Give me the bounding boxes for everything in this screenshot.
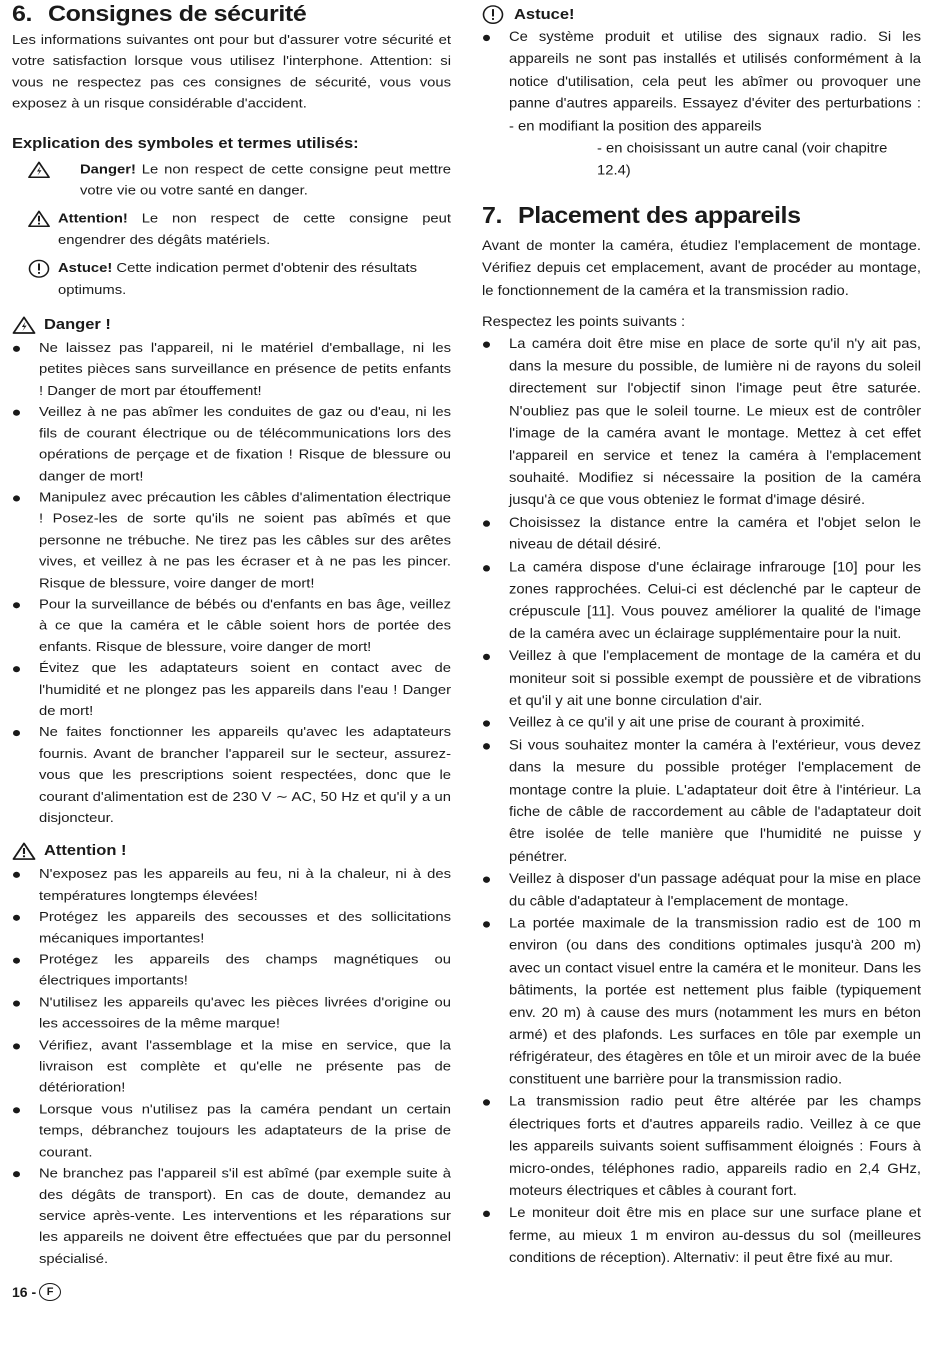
- points-heading: Respectez les points suivants :: [482, 315, 686, 330]
- tip-option: - en choisissant un autre canal (voir chapitre 12.4): [597, 141, 888, 179]
- symbol-term: Attention!: [58, 212, 128, 227]
- list-item: Lorsque vous n'utilisez pas la caméra pendant un certain temps, débranchez toujours les adaptateurs de la prise de courant.: [12, 1099, 451, 1163]
- attention-list: [12, 864, 451, 1270]
- symbol-term: Danger!: [80, 162, 136, 177]
- list-item: La caméra dispose d'une éclairage infrarouge [10] pour les zones rapprochées. Celui-ci est déclenché par le capteur de crépuscule [11]. Vous pouvez améliorer la qualité de l'image de la caméra avec un éclairage supplémentaire pour la nuit.: [482, 557, 921, 646]
- list-item: Protégez les appareils des secousses et des sollicitations mécaniques importantes!: [12, 907, 451, 950]
- symbol-row-danger: [12, 159, 451, 202]
- list-item: Ce système produit et utilise des signaux radio. Si les appareils ne sont pas installés et utilisés conformément à la notice d'utilisation, cela peut les abîmer ou provoquer une panne d'autres appareils. Essayez d'éviter des perturbations : - en modifiant la position des appareils: [482, 26, 921, 137]
- symbol-row-attention: [12, 209, 451, 252]
- tip-icon: [28, 258, 58, 279]
- section-7-heading: [482, 201, 921, 230]
- section-6-heading: [12, 0, 451, 28]
- danger-list: [12, 338, 451, 829]
- list-item: Veillez à ne pas abîmer les conduites de gaz ou d'eau, ni les fils de courant électrique ou de télécommunications lors des opérations de perçage et de fixation ! Risque de blessure ou danger de mort!: [12, 402, 451, 487]
- tip-icon: [482, 5, 510, 25]
- page-footer: [12, 1283, 61, 1301]
- list-item: La transmission radio peut être altérée par les champs électriques forts et d'autres appareils radio. Veillez à ce que les appareils suivants soient suffisamment éloignés : Fours à micro-ondes, téléphones radio, appareils radio en 2,4 GHz, moteurs électriques et câbles à courant fort.: [482, 1091, 921, 1202]
- symbol-text-attention: [58, 209, 451, 252]
- language-badge: F: [39, 1283, 61, 1301]
- symbol-row-tip: [12, 258, 451, 301]
- danger-heading: [12, 313, 451, 336]
- page-number: 16 -: [12, 1284, 37, 1300]
- list-item: Pour la surveillance de bébés ou d'enfants en bas âge, veillez à ce que la caméra et le câble soient hors de portée des enfants. Risque de blessure, voire danger de mort!: [12, 594, 451, 658]
- tip-list: [482, 26, 921, 137]
- list-item: Ne branchez pas l'appareil s'il est abîmé (par exemple suite à des dégâts de transport). En cas de doute, demandez au service après-vente. Les interventions et les réparations sur les appareils ne doivent être effectuées que par du personnel spécialisé.: [12, 1163, 451, 1270]
- list-item: Veillez à que l'emplacement de montage de la caméra et du moniteur soit si possible exempt de poussière et de vibrations et qu'il y ait une bonne circulation d'air.: [482, 646, 921, 713]
- symbol-description: Cette indication permet d'obtenir des résultats optimums.: [58, 261, 417, 298]
- attention-heading: [12, 840, 451, 863]
- list-item: Protégez les appareils des champs magnétiques ou électriques importants!: [12, 950, 451, 993]
- list-item: La caméra doit être mise en place de sorte qu'il n'y ait pas, dans la mesure du possible, de lumière ni de rayons du soleil directement sur l'objectif sinon l'image peut être saturée. N'oubliez pas que le soleil tourne. Le mieux est de contrôler l'image de la caméra avant le montage. Mettez à cet effet l'appareil en service et tenez la caméra à l'emplacement souhaité. Modifiez si nécessaire la position de la caméra jusqu'à ce que vous obteniez le format d'image désiré.: [482, 334, 921, 512]
- list-item: Évitez que les adaptateurs soient en contact avec de l'humidité et ne plongez pas les appareils dans l'eau ! Danger de mort!: [12, 658, 451, 722]
- list-item: N'exposez pas les appareils au feu, ni à la chaleur, ni à des températures longtemps élevées!: [12, 864, 451, 907]
- symbol-description: Le non respect de cette consigne peut engendrer des dégâts matériels.: [58, 212, 451, 248]
- list-item: Ne faites fonctionner les appareils qu'avec les adaptateurs fournis. Avant de brancher l'appareil sur le secteur, assurez-vous que les prescriptions soient respectées, donc que le courant d'alimentation est de 230 V ∼ AC, 50 Hz et qu'il y a un disjoncteur.: [12, 722, 451, 829]
- symbol-description: Le non respect de cette consigne peut mettre votre vie ou votre santé en danger.: [80, 162, 451, 198]
- danger-heading-label: Danger !: [44, 316, 111, 333]
- section-number: 7.: [482, 202, 503, 229]
- list-item: Manipulez avec précaution les câbles d'alimentation électrique ! Posez-les de sorte qu'ils ne soient pas abîmés et que personne ne trébuche. Ne tirez pas les câbles sur des arêtes vives, et veillez à ne pas les écraser et à ne pas les pincer. Risque de blessure, voire danger de mort!: [12, 487, 451, 594]
- symbol-term: Astuce!: [58, 261, 113, 276]
- list-item: Le moniteur doit être mis en place sur une surface plane et ferme, au mieux 1 m environ au-dessus du sol (meilleures conditions de réception). Alternativ: il peut être fixé au mur.: [482, 1203, 921, 1270]
- warning-icon: [12, 842, 40, 860]
- section-title: Consignes de sécurité: [48, 1, 307, 27]
- section-number: 6.: [12, 1, 33, 27]
- list-item: Si vous souhaitez monter la caméra à l'extérieur, vous devez dans la mesure du possible protéger l'emplacement de montage contre la pluie. L'adaptateur doit être à l'intérieur. La fiche de câble de raccordement au câble de l'adaptateur doit être isolée de telle manière que l'humidité ne puisse y pénétrer.: [482, 735, 921, 869]
- list-item: Choisissez la distance entre la caméra et l'objet selon le niveau de détail désiré.: [482, 512, 921, 557]
- list-item: Vérifiez, avant l'assemblage et la mise en service, que la livraison est complète et qu'elle ne présente pas de détérioration!: [12, 1035, 451, 1099]
- symbol-text-tip: [58, 258, 451, 301]
- right-column: [482, 0, 921, 1270]
- placement-intro: Avant de monter la caméra, étudiez l'emplacement de montage. Vérifiez depuis cet emplacement, avant de procéder au montage, le fonctionnement de la caméra et la transmission radio.: [482, 239, 921, 299]
- list-item: Veillez à disposer d'un passage adéquat pour la mise en place du câble d'adaptateur à l'emplacement de montage.: [482, 868, 921, 913]
- tip-option: - en modifiant la position des appareils: [509, 119, 762, 134]
- symbols-heading: Explication des symboles et termes utilisés:: [12, 135, 359, 152]
- symbol-text-danger: [58, 159, 451, 202]
- danger-icon: [28, 159, 58, 180]
- placement-list: [482, 334, 921, 1270]
- list-item: Ne laissez pas l'appareil, ni le matériel d'emballage, ni les petites pièces sans surveillance en présence de petits enfants ! Danger de mort par étouffement!: [12, 338, 451, 402]
- left-column: [12, 0, 451, 1270]
- tip-heading: [482, 3, 921, 27]
- attention-heading-label: Attention !: [44, 843, 127, 860]
- warning-icon: [28, 209, 58, 230]
- section-title: Placement des appareils: [518, 202, 801, 229]
- danger-icon: [12, 316, 40, 334]
- list-item: La portée maximale de la transmission radio est de 100 m environ (ou dans des conditions optimales jusqu'à 200 m) avec un contact visuel entre la caméra et le moniteur. Dans les bâtiments, la portée est nettement plus faible (typiquement env. 20 m) à cause des murs (notamment les murs en béton armé) et des plafonds. Les surfaces en tôle par exemple un réfrigérateur, des étagères en tôle et un miroir avec de la buée constituent une barrière pour la transmission radio.: [482, 913, 921, 1091]
- safety-intro: Les informations suivantes ont pour but d'assurer votre sécurité et votre satisfaction lorsque vous utilisez l'interphone. Attention: si vous ne respectez pas ces consignes de sécurité, vous vous exposez à un risque considérable d'accident.: [12, 33, 451, 112]
- list-item: N'utilisez les appareils qu'avec les pièces livrées d'origine ou les accessoires de la même marque!: [12, 992, 451, 1035]
- list-item: Veillez à ce qu'il y ait une prise de courant à proximité.: [482, 712, 921, 734]
- tip-heading-label: Astuce!: [514, 6, 575, 23]
